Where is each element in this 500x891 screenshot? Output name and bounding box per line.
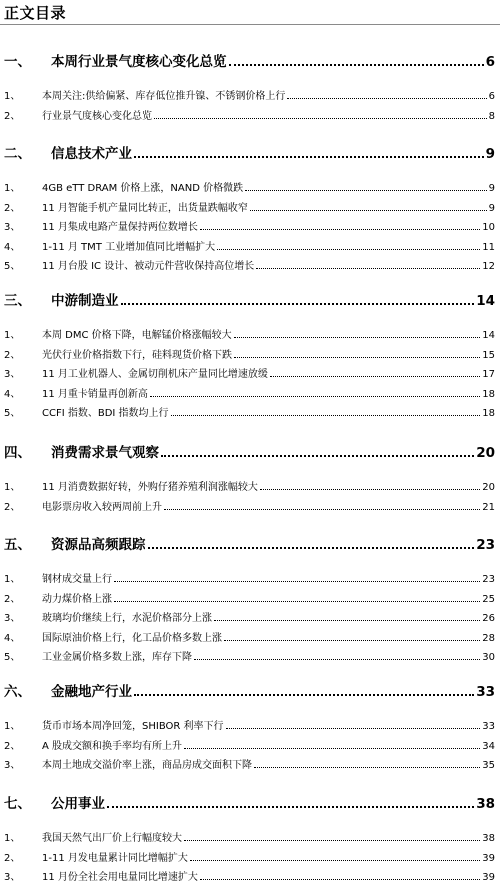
section-page-number: 8 [488, 110, 495, 122]
section-title: A 股成交额和换手率均有所上升 [42, 740, 183, 752]
section-number: 2、 [4, 593, 21, 605]
toc-section-1-1[interactable] [0, 87, 495, 101]
chapter-number: 六、 [4, 684, 31, 700]
section-page-number: 21 [482, 501, 495, 513]
chapter-number: 四、 [4, 445, 31, 461]
chapter-title: 资源品高频跟踪 [51, 537, 146, 553]
chapter-page-number: 33 [476, 684, 495, 700]
chapter-title: 信息技术产业 [51, 146, 132, 162]
section-number: 5、 [4, 408, 21, 419]
chapter-number: 五、 [4, 537, 31, 553]
section-page-number: 25 [482, 593, 495, 605]
section-page-number: 20 [482, 482, 495, 493]
leader-dots [245, 190, 487, 191]
chapter-title: 公用事业 [51, 796, 105, 812]
toc-chapter-3[interactable] [0, 289, 495, 307]
section-page-number: 26 [482, 613, 495, 624]
leader-dots [250, 210, 487, 211]
section-number: 1、 [4, 833, 21, 844]
title-divider [0, 24, 500, 25]
leader-dots [217, 249, 480, 250]
section-number: 2、 [4, 852, 21, 864]
toc-chapter-1[interactable] [0, 50, 495, 68]
section-page-number: 34 [482, 740, 495, 752]
section-page-number: 9 [488, 202, 495, 214]
leader-dots [287, 98, 486, 99]
chapter-page-number: 23 [476, 537, 495, 553]
toc-section-7-1[interactable] [0, 829, 495, 843]
section-title: 1-11 月发电量累计同比增幅扩大 [42, 852, 188, 864]
section-page-number: 38 [482, 833, 495, 844]
toc-section-3-2[interactable] [0, 346, 495, 360]
leader-dots [107, 806, 474, 808]
section-title: 工业金属价格多数上涨，库存下降 [42, 652, 192, 663]
leader-dots [214, 620, 480, 621]
section-page-number: 35 [482, 760, 495, 771]
leader-dots [148, 547, 475, 549]
toc-section-2-2[interactable] [0, 199, 495, 213]
section-title: 钢材成交量上行 [42, 574, 112, 585]
section-title: 1-11 月 TMT 工业增加值同比增幅扩大 [42, 241, 216, 253]
chapter-page-number: 9 [485, 146, 495, 162]
leader-dots [229, 64, 484, 66]
section-title: 我国天然气出厂价上行幅度较大 [42, 833, 182, 844]
leader-dots [190, 860, 480, 861]
section-page-number: 17 [482, 369, 495, 380]
chapter-page-number: 6 [485, 54, 495, 70]
section-number: 3、 [4, 613, 21, 624]
section-page-number: 15 [482, 349, 495, 361]
leader-dots [256, 268, 480, 269]
toc-chapter-2[interactable] [0, 142, 495, 160]
section-page-number: 12 [482, 261, 495, 272]
section-number: 3、 [4, 369, 21, 380]
chapter-number: 二、 [4, 146, 31, 162]
section-title: 本周土地成交溢价率上涨，商品房成交面积下降 [42, 760, 252, 771]
section-number: 3、 [4, 872, 21, 883]
toc-section-7-3[interactable] [0, 868, 495, 882]
section-page-number: 23 [482, 574, 495, 585]
section-page-number: 9 [488, 183, 495, 194]
leader-dots [154, 118, 487, 119]
leader-dots [114, 601, 480, 602]
chapter-title: 中游制造业 [51, 293, 119, 309]
toc-section-4-1[interactable] [0, 478, 495, 492]
toc-section-6-1[interactable] [0, 717, 495, 731]
leader-dots [234, 357, 480, 358]
toc-section-3-3[interactable] [0, 365, 495, 379]
section-number: 1、 [4, 482, 21, 493]
section-page-number: 11 [482, 241, 495, 253]
leader-dots [161, 455, 474, 457]
leader-dots [254, 767, 480, 768]
toc-section-5-1[interactable] [0, 570, 495, 584]
toc-section-3-1[interactable] [0, 326, 495, 340]
section-page-number: 6 [488, 91, 495, 102]
leader-dots [150, 396, 480, 397]
leader-dots [224, 640, 480, 641]
toc-section-1-2[interactable] [0, 107, 495, 121]
toc-chapter-4[interactable] [0, 441, 495, 459]
section-title: 11 月台股 IC 设计、被动元件营收保持高位增长 [42, 261, 255, 272]
section-title: 11 月工业机器人、金属切削机床产量同比增速放缓 [42, 369, 268, 380]
section-page-number: 18 [482, 408, 495, 419]
section-number: 4、 [4, 632, 21, 644]
toc-section-3-5[interactable] [0, 404, 495, 418]
section-title: 行业景气度核心变化总览 [42, 110, 152, 122]
toc-section-2-5[interactable] [0, 257, 495, 271]
section-title: 货币市场本周净回笼，SHIBOR 利率下行 [42, 721, 224, 732]
leader-dots [164, 509, 480, 510]
chapter-title: 本周行业景气度核心变化总览 [51, 54, 227, 70]
section-title: 11 月集成电路产量保持两位数增长 [42, 222, 198, 233]
chapter-page-number: 38 [476, 796, 495, 812]
section-number: 5、 [4, 261, 21, 272]
section-page-number: 39 [482, 852, 495, 864]
section-number: 2、 [4, 501, 21, 513]
toc-chapter-7[interactable] [0, 792, 495, 810]
toc-section-3-4[interactable] [0, 385, 495, 399]
leader-dots [121, 303, 475, 305]
leader-dots [260, 489, 480, 490]
section-title: 11 月消费数据好转，外购仔猪养殖利润涨幅较大 [42, 482, 258, 493]
section-number: 4、 [4, 388, 21, 400]
leader-dots [200, 229, 480, 230]
leader-dots [194, 659, 480, 660]
section-number: 1、 [4, 91, 21, 102]
section-number: 2、 [4, 349, 21, 361]
section-title: 11 月份全社会用电量同比增速扩大 [42, 872, 198, 883]
section-number: 2、 [4, 202, 21, 214]
section-title: CCFI 指数、BDI 指数均上行 [42, 408, 169, 419]
toc-section-2-3[interactable] [0, 218, 495, 232]
section-number: 3、 [4, 760, 21, 771]
section-number: 5、 [4, 652, 21, 663]
toc-section-5-3[interactable] [0, 609, 495, 623]
toc-section-5-4[interactable] [0, 629, 495, 643]
chapter-page-number: 20 [476, 445, 495, 461]
chapter-number: 一、 [4, 54, 31, 70]
section-number: 4、 [4, 241, 21, 253]
toc-section-6-2[interactable] [0, 737, 495, 751]
toc-section-2-1[interactable] [0, 179, 495, 193]
leader-dots [270, 376, 480, 377]
chapter-number: 三、 [4, 293, 31, 309]
section-title: 玻璃均价继续上行，水泥价格部分上涨 [42, 613, 212, 624]
leader-dots [134, 156, 484, 158]
toc-section-6-3[interactable] [0, 756, 495, 770]
section-number: 1、 [4, 574, 21, 585]
toc-section-7-2[interactable] [0, 849, 495, 863]
leader-dots [226, 728, 481, 729]
leader-dots [200, 879, 480, 880]
section-page-number: 14 [482, 330, 495, 341]
chapter-number: 七、 [4, 796, 31, 812]
chapter-title: 消费需求景气观察 [51, 445, 159, 461]
section-page-number: 39 [482, 872, 495, 883]
section-title: 本周 DMC 价格下降，电解锰价格涨幅较大 [42, 330, 232, 341]
chapter-page-number: 14 [476, 293, 495, 309]
leader-dots [184, 748, 480, 749]
section-title: 动力煤价格上涨 [42, 593, 112, 605]
toc-section-4-2[interactable] [0, 498, 495, 512]
section-page-number: 18 [482, 388, 495, 400]
section-number: 1、 [4, 330, 21, 341]
section-title: 电影票房收入较两周前上升 [42, 501, 162, 513]
section-page-number: 30 [482, 652, 495, 663]
leader-dots [171, 415, 481, 416]
section-number: 2、 [4, 110, 21, 122]
leader-dots [234, 337, 481, 338]
toc-chapter-6[interactable] [0, 680, 495, 698]
section-title: 11 月智能手机产量同比转正，出货量跌幅收窄 [42, 202, 248, 214]
chapter-title: 金融地产行业 [51, 684, 132, 700]
section-title: 11 月重卡销量再创新高 [42, 388, 148, 400]
toc-section-5-2[interactable] [0, 590, 495, 604]
section-page-number: 33 [482, 721, 495, 732]
section-page-number: 28 [482, 632, 495, 644]
section-title: 国际原油价格上行，化工品价格多数上涨 [42, 632, 222, 644]
section-number: 1、 [4, 183, 21, 194]
leader-dots [134, 694, 474, 696]
section-number: 3、 [4, 222, 21, 233]
section-title: 本周关注:供给偏紧、库存低位推升镍、不锈钢价格上行 [42, 91, 286, 102]
section-number: 1、 [4, 721, 21, 732]
section-number: 2、 [4, 740, 21, 752]
toc-section-2-4[interactable] [0, 238, 495, 252]
section-title: 光伏行业价格指数下行，硅料现货价格下跌 [42, 349, 232, 361]
section-page-number: 10 [482, 222, 495, 233]
section-title: 4GB eTT DRAM 价格上涨，NAND 价格微跌 [42, 183, 244, 194]
leader-dots [184, 840, 480, 841]
toc-section-5-5[interactable] [0, 648, 495, 662]
leader-dots [114, 581, 480, 582]
toc-title: 正文目录 [4, 4, 67, 22]
toc-chapter-5[interactable] [0, 533, 495, 551]
